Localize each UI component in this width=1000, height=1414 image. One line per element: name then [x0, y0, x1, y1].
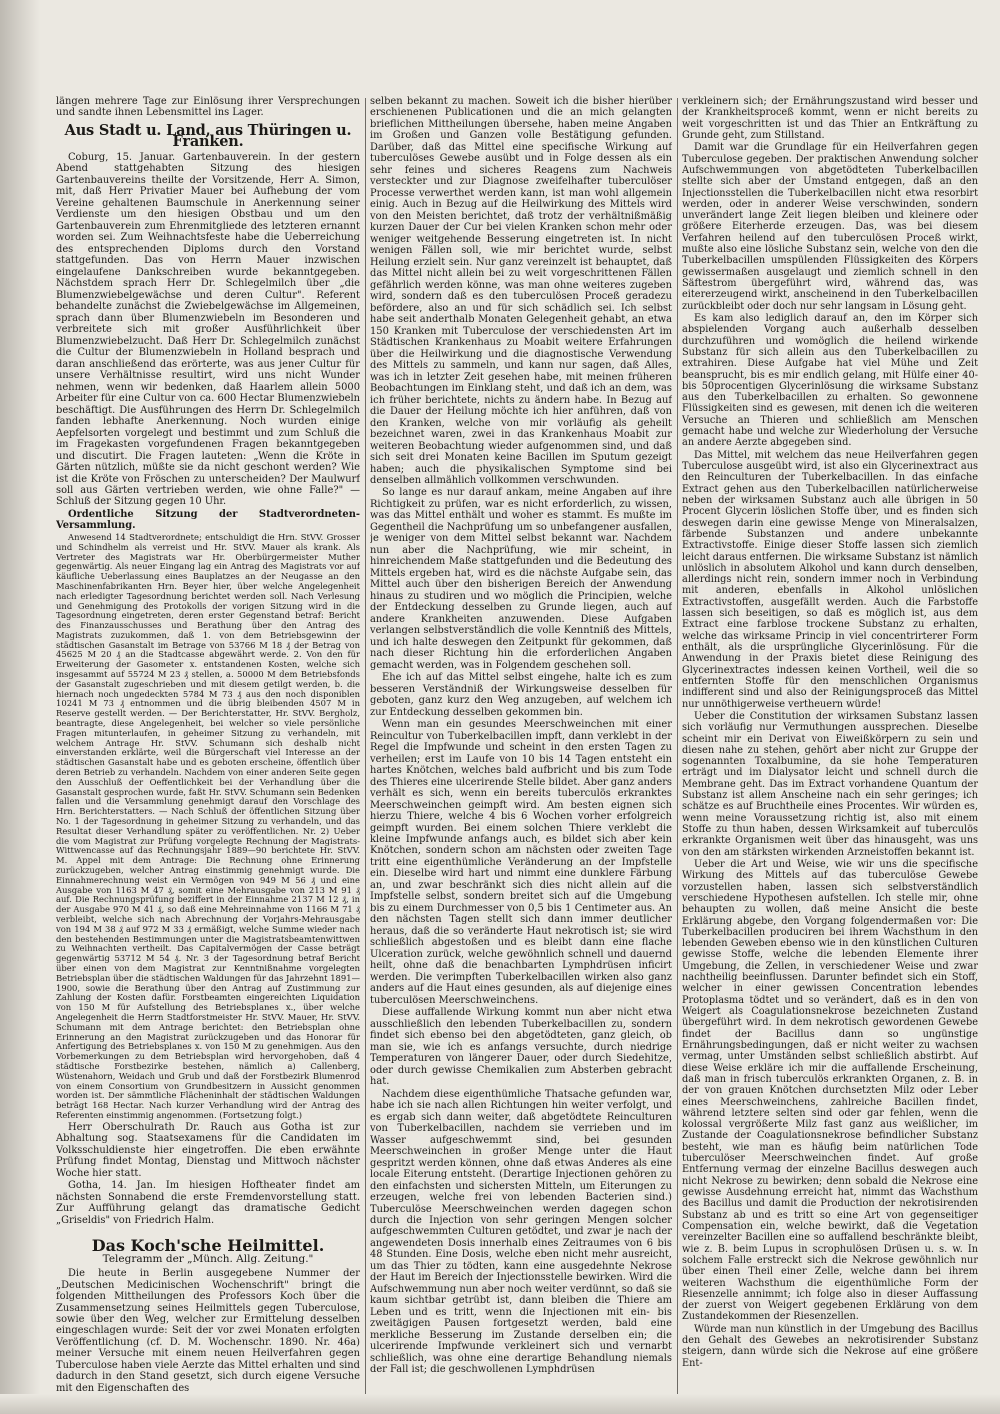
- koch-paragraph-1: selben bekannt zu machen. Soweit ich die bisher hierüber erschienenen Publicationen und die an mich gelangten brieflichen Mittheilungen übersehe, haben meine Angaben im Großen und Ganzen volle Bestätigung gefunden. Darüber, daß das Mittel eine specifische Wirkung auf tuberculöses Gewebe ausübt und in Folge dessen als ein sehr feines und sicheres Reagens zum Nachweis versteckter und zur Diagnose zweifelhafter tuberculöser Processe verwerthet werden kann, ist man wohl allgemein einig. Auch in Bezug auf die Heilwirkung des Mittels wird von den Meisten berichtet, daß trotz der verhältnißmäßig kurzen Dauer der Cur bei vielen Kranken schon mehr oder weniger weitgehende Besserung eingetreten ist. In nicht wenigen Fällen soll, wie mir berichtet wurde, selbst Heilung erzielt sein. Nur ganz vereinzelt ist behauptet, daß das Mittel nicht allein bei zu weit vorgeschrittenen Fällen gefährlich werden könne, was man ohne weiteres zugeben wird, sondern daß es den tuberculösen Proceß geradezu befördere, also an und für sich schädlich sei. Ich selbst habe seit anderthalb Monaten Gelegenheit gehabt, an etwa 150 Kranken mit Tuberculose der verschiedensten Art im Städtischen Krankenhaus zu Moabit weitere Erfahrungen über die Heilwirkung und die diagnostische Verwendung des Mittels zu sammeln, und kann nur sagen, daß Alles, was ich in letzter Zeit gesehen habe, mit meinen früheren Beobachtungen im Einklang steht, und daß ich an dem, was ich früher berichtete, nichts zu ändern habe. In Bezug auf die Dauer der Heilung möchte ich hier anführen, daß von den Kranken, welche von mir vorläufig als geheilt bezeichnet waren, zwei in das Krankenhaus Moabit zur weiteren Beobachtung wieder aufgenommen sind, und daß sich seit drei Monaten keine Bacillen im Sputum gezeigt haben; auch die physikalischen Symptome sind bei denselben allmählich vollkommen verschwunden.: [370, 96, 672, 486]
- koch-paragraph-4: Wenn man ein gesundes Meerschweinchen mit einer Reincultur von Tuberkelbacillen impft, dann verklebt in der Regel die Impfwunde und scheint in den ersten Tagen zu verheilen; erst im Laufe von 10 bis 14 Tagen entsteht ein hartes Knötchen, welches bald aufbricht und bis zum Tode des Thieres eine ulcerirende Stelle bildet. Aber ganz anders verhält es sich, wenn ein bereits tuberculös erkranktes Meerschweinchen geimpft wird. Am besten eignen sich hierzu Thiere, welche 4 bis 6 Wochen vorher erfolgreich geimpft wurden. Bei einem solchen Thiere verklebt die kleine Impfwunde anfangs auch, es bildet sich aber kein Knötchen, sondern schon am nächsten oder zweiten Tage tritt eine eigenthümliche Veränderung an der Impfstelle ein. Dieselbe wird hart und nimmt eine dunklere Färbung an, und zwar beschränkt sich dies nicht allein auf die Impfstelle selbst, sondern breitet sich auf die Umgebung bis zu einem Durchmesser von 0,5 bis 1 Centimeter aus. An den nächsten Tagen stellt sich dann immer deutlicher heraus, daß die so veränderte Haut nekrotisch ist; sie wird schließlich abgestoßen und es bleibt dann eine flache Ulceration zurück, welche gewöhnlich schnell und dauernd heilt, ohne daß die benachbarten Lymphdrüsen inficirt werden. Die verimpften Tuberkelbacillen wirken also ganz anders auf die Haut eines gesunden, als auf diejenige eines tuberculösen Meerschweinchens.: [370, 719, 672, 1006]
- column-2: [370, 96, 672, 1402]
- column-rule-2: [677, 98, 678, 1398]
- column-1: [56, 96, 360, 1402]
- column-rule-1: [365, 98, 366, 1398]
- intro-text: längen mehrere Tage zur Einlösung ihrer Versprechungen und sandte ihnen Lebensmittel ins Lager.: [56, 96, 360, 119]
- section-heading: Aus Stadt u. Land, aus Thüringen u. Franken.: [64, 121, 352, 151]
- article-subtitle: Telegramm der „Münch. Allg. Zeitung.": [102, 1252, 314, 1265]
- koch-paragraph-2: So lange es nur darauf ankam, meine Angaben auf ihre Richtigkeit zu prüfen, war es nicht erforderlich, zu wissen, was das Mittel enthält und woher es stammt. Es mußte im Gegentheil die Nachprüfung um so unbefangener ausfallen, je weniger von dem Mittel selbst bekannt war. Nachdem nun aber die Nachprüfung, wie mir scheint, in hinreichendem Maße stattgefunden und die Bedeutung des Mittels ergeben hat, wird es die nächste Aufgabe sein, das Mittel auch über den bisherigen Bereich der Anwendung hinaus zu studiren und wo möglich die Principien, welche der Entdeckung desselben zu Grunde liegen, auch auf andere Krankheiten anzuwenden. Diese Aufgaben verlangen selbstverständlich die volle Kenntniß des Mittels, und ich halte deswegen den Zeitpunkt für gekommen, daß nach dieser Richtung hin die erforderlichen Angaben gemacht werden, was in Folgendem geschehen soll.: [370, 487, 672, 671]
- stadtverordneten-heading: Ordentliche Sitzung der Stadtverordneten-Versammlung.: [56, 508, 360, 532]
- koch-paragraph-12: Ueber die Art und Weise, wie wir uns die specifische Wirkung des Mittels auf das tuberculöse Gewebe vorzustellen haben, lassen sich selbstverständlich verschiedene Hypothesen aufstellen. Ich stelle mir, ohne behaupten zu wollen, daß meine Ansicht die beste Erklärung abgebe, den Vorgang folgendermaßen vor: Die Tuberkelbacillen produciren bei ihrem Wachsthum in den lebenden Geweben ebenso wie in den künstlichen Culturen gewisse Stoffe, welche die lebenden Elemente ihrer Umgebung, die Zellen, in verschiedener Weise und zwar nachtheilig beeinflussen. Darunter befindet sich ein Stoff, welcher in einer gewissen Concentration lebendes Protoplasma tödtet und so verändert, daß es in den von Weigert als Coagulationsnekrose bezeichneten Zustand übergeführt wird. In dem nekrotisch gewordenen Gewebe findet der Bacillus dann so ungünstige Ernährungsbedingungen, daß er nicht weiter zu wachsen vermag, unter Umständen selbst schließlich abstirbt. Auf diese Weise erkläre ich mir die auffallende Erscheinung, daß man in frisch tuberculös erkrankten Organen, z. B. in der von grauen Knötchen durchsetzten Milz oder Leber eines Meerschweinchens, zahlreiche Bacillen findet, während letztere selten sind oder gar fehlen, wenn die kolossal vergrößerte Milz fast ganz aus weißlicher, im Zustande der Coagulationsnekrose befindlicher Substanz besteht, wie man es häufig beim natürlichen Tode tuberculöser Meerschweinchen findet. Auf große Entfernung vermag der einzelne Bacillus deswegen auch nicht Nekrose zu bewirken; denn sobald die Nekrose eine gewisse Ausdehnung erreicht hat, nimmt das Wachsthum des Bacillus und damit die Production der nekrotisirenden Substanz ab und es tritt so eine Art von gegenseitiger Compensation ein, welche bewirkt, daß die Vegetation vereinzelter Bacillen eine so auffallend beschränkte bleibt, wie z. B. beim Lupus in scrophulösen Drüsen u. s. w. In solchem Falle erstreckt sich die Nekrose gewöhnlich nur über einen Theil einer Zelle, welche dann bei ihrem weiteren Wachsthum die eigenthümliche Form der Riesenzelle annimmt; ich folge also in dieser Auffassung der zuerst von Weigert gegebenen Erklärung von dem Zustandekommen der Riesenzellen.: [682, 858, 978, 1323]
- koch-paragraph-5: Diese auffallende Wirkung kommt nun aber nicht etwa ausschließlich den lebenden Tuberkelbacillen zu, sondern findet sich ebenso bei den abgetödteten, ganz gleich, ob man sie, wie ich es anfangs versuchte, durch niedrige Temperaturen von längerer Dauer, oder durch Siedehitze, oder durch gewisse Chemikalien zum Absterben gebracht hat.: [370, 1007, 672, 1088]
- koch-paragraph-6: Nachdem diese eigenthümliche Thatsache gefunden war, habe ich sie nach allen Richtungen hin weiter verfolgt, und es ergab sich dann weiter, daß abgetödtete Reinculturen von Tuberkelbacillen, nachdem sie verrieben und im Wasser aufgeschwemmt sind, bei gesunden Meerschweinchen in großer Menge unter die Haut gespritzt werden können, ohne daß etwas Anderes als eine locale Eiterung entsteht. (Derartige Injectionen gehören zu den einfachsten und sichersten Mitteln, um Eiterungen zu erzeugen, welche frei von lebenden Bacterien sind.) Tuberculöse Meerschweinchen werden dagegen schon durch die Injection von sehr geringen Mengen solcher aufgeschwemmten Culturen getödtet, und zwar je nach der angewendeten Dosis innerhalb eines Zeitraumes von 6 bis 48 Stunden. Eine Dosis, welche eben nicht mehr ausreicht, um das Thier zu tödten, kann eine ausgedehnte Nekrose der Haut im Bereich der Injectionsstelle bewirken. Wird die Aufschwemmung nun aber noch weiter verdünnt, so daß sie kaum sichtbar getrübt ist, dann bleiben die Thiere am Leben und es tritt, wenn die Injectionen mit ein- bis zweitägigen Pausen fortgesetzt werden, bald eine merkliche Besserung im Zustande derselben ein; die ulcerirende Impfwunde verkleinert sich und vernarbt schließlich, was ohne eine derartige Behandlung niemals der Fall ist; die geschwollenen Lymphdrüsen: [370, 1088, 672, 1376]
- koch-paragraph-13: Würde man nun künstlich in der Umgebung des Bacillus den Gehalt des Gewebes an nekrotisirender Substanz steigern, dann würde sich die Nekrose auf eine größere Ent-: [682, 1323, 978, 1369]
- page-bottom-shade: [0, 1394, 1000, 1414]
- rauch-paragraph: Herr Oberschulrath Dr. Rauch aus Gotha ist zur Abhaltung sog. Staatsexamens für die Candidaten im Volksschuldienste hier eingetroffen. Die eben erwähnte Prüfung findet Montag, Dienstag und Mittwoch nächster Woche hier statt.: [56, 1121, 360, 1179]
- koch-paragraph-10: Das Mittel, mit welchem das neue Heilverfahren gegen Tuberculose ausgeübt wird, ist also ein Glycerinextract aus den Reinculturen der Tuberkelbacillen. In das einfache Extract gehen aus den Tuberkelbacillen natürlicherweise neben der wirksamen Substanz auch alle übrigen in 50 Procent Glycerin löslichen Stoffe über, und es finden sich deswegen darin eine gewisse Menge von Mineralsalzen, färbende Substanzen und andere unbekannte Extractivstoffe. Einige dieser Stoffe lassen sich ziemlich leicht daraus entfernen. Die wirksame Substanz ist nämlich unlöslich in absolutem Alkohol und kann durch denselben, allerdings nicht rein, sondern immer noch in Verbindung mit anderen, ebenfalls in Alkohol unlöslichen Extractivstoffen, ausgefällt werden. Auch die Farbstoffe lassen sich beseitigen, so daß es möglich ist, aus dem Extract eine farblose trockene Substanz zu erhalten, welche das wirksame Princip in viel concentrirterer Form enthält, als die ursprüngliche Glycerinlösung. Für die Anwendung in der Praxis bietet diese Reinigung des Glycerinextractes indessen keinen Vortheil, weil die so entfernten Stoffe für den menschlichen Organismus indifferent sind und also der Reinigungsproceß das Mittel nur unnöthigerweise vertheuern würde!: [682, 449, 978, 710]
- koch-paragraph-7: verkleinern sich; der Ernährungszustand wird besser und der Krankheitsproceß kommt, wenn er nicht bereits zu weit vorgeschritten ist und das Thier an Entkräftung zu Grunde geht, zum Stillstand.: [682, 96, 978, 141]
- coburg-gartenbau-paragraph: Coburg, 15. Januar. Gartenbauverein. In der gestern Abend stattgehabten Sitzung des hiesigen Gartenbauvereins theilte der Vorsitzende, Herr A. Simon, mit, daß Herr Privatier Mauer bei Aufhebung der vom Vereine gehaltenen Baumschule in Anerkennung seiner Verdienste um den hiesigen Obstbau und um den Gartenbauverein zum Ehrenmitgliede des letzteren ernannt worden sei. Zum Weihnachtsfeste habe die Ueberreichung des entsprechenden Diploms durch den Vorstand stattgefunden. Das von Herrn Mauer inzwischen eingelaufene Dankschreiben wurde bekanntgegeben. Nächstdem sprach Herr Dr. Schlegelmilch über „die Blumenzwiebelgewächse und deren Cultur". Referent behandelte zunächst die Zwiebelgewächse im Allgemeinen, sprach dann über Blumenzwiebeln im Besonderen und verbreitete sich mit großer Ausführlichkeit über Blumenzwiebelzucht. Daß Herr Dr. Schlegelmilch zunächst die Cultur der Blumenzwiebeln in Holland besprach und daran anschließend das erörterte, was aus jener Cultur für unsere Verhältnisse resultirt, wird uns nicht Wunder nehmen, wenn wir bedenken, daß Haarlem allein 5000 Arbeiter für eine Cultur von ca. 600 Hectar Blumenzwiebeln beschäftigt. Die Ausführungen des Herrn Dr. Schlegelmilch fanden lebhafte Anerkennung. Noch wurden einige Aepfelsorten vorgelegt und bestimmt und zum Schluß die im Fragekasten vorgefundenen Fragen bekanntgegeben und discutirt. Die Fragen lauteten: „Wenn die Kröte in Gärten nützlich, müßte sie da nicht geschont werden? Wie ist die Kröte von Fröschen zu unterscheiden? Der Maulwurf soll aus Gärten vertrieben werden, wie ohne Falle?" — Schluß der Sitzung gegen 10 Uhr.: [56, 151, 360, 508]
- gotha-paragraph: Gotha, 14. Jan. Im hiesigen Hoftheater findet am nächsten Sonnabend die erste Fremdenvorstellung statt. Zur Aufführung gelangt das dramatische Gedicht „Griseldis" von Friedrich Halm.: [56, 1180, 360, 1226]
- article-heading: Das Koch'sche Heilmittel.: [91, 1236, 325, 1256]
- koch-paragraph-3: Ehe ich auf das Mittel selbst eingehe, halte ich es zum besseren Verständniß der Wirkungsweise desselben für geboten, ganz kurz den Weg anzugeben, auf welchem ich zur Entdeckung desselben gekommen bin.: [370, 672, 672, 718]
- column-3: [682, 96, 978, 1402]
- page-edge-shadow: [0, 0, 40, 1414]
- koch-paragraph-8: Damit war die Grundlage für ein Heilverfahren gegen Tuberculose gegeben. Der praktischen Anwendung solcher Aufschwemmungen von abgetödteten Tuberkelbacillen stellte sich aber der Umstand entgegen, daß an den Injectionsstellen die Tuberkelbacillen nicht etwa resorbirt werden, oder in anderer Weise verschwinden, sondern unverändert lange Zeit liegen bleiben und kleinere oder größere Eiterherde erzeugen. Das, was bei diesem Verfahren heilend auf den tuberculösen Proceß wirkt, mußte also eine lösliche Substanz sein, welche von den die Tuberkelbacillen umspülenden Flüssigkeiten des Körpers gewissermaßen ausgelaugt und ziemlich schnell in den Säftestrom übergeführt wird, während das, was eitererzeugend wirkt, anscheinend in den Tuberkelbacillen zurückbleibt oder doch nur sehr langsam in Lösung geht.: [682, 142, 978, 312]
- stadtverordneten-paragraph: Anwesend 14 Stadtverordnete; entschuldigt die Hrn. StVV. Grosser und Schindhelm als verreist und Hr. StVV. Mauer als krank. Als Vertreter des Magistrats war Hr. Oberbürgermeister Muther gegenwärtig. Als neuer Eingang lag ein Antrag des Magistrats vor auf käufliche Ueberlassung eines Bauplatzes an der Neugasse an den Maschinenfabrikanten Hrn. Beyer hier, über welche Angelegenheit nach erledigter Tagesordnung berichtet werden soll. Nach Verlesung und Genehmigung des Protokolls der vorigen Sitzung wird in die Tagesordnung eingetreten, deren erster Gegenstand betraf: Bericht des Finanzausschusses und Berathung über den Antrag des Magistrats zuzukommen, daß 1. von dem Betriebsgewinn der städtischen Gasanstalt im Betrage von 53766 M 18 ₰ der Betrag von 45625 M 20 ₰ an die Stadtcasse abgewährt werde. 2. Von den für Erweiterung der Gasometer x. entstandenen Kosten, welche sich insgesammt auf 55724 M 23 ₰ stellen, a. 50000 M dem Betriebsfonds der Gasanstalt zugeschrieben und mit diesem getilgt werden, b. die hiernach noch ungedeckten 5784 M 73 ₰ aus den noch disponiblen 10241 M 73 ₰ entnommen und die übrig bleibenden 4507 M in Reserve gestellt werden. — Der Berichterstatter, Hr. StVV. Bergholz, beantragte, diese Angelegenheit, bei welcher so viele persönliche Fragen mitunterlaufen, in geheimer Sitzung zu verhandeln, mit welchem Antrage Hr. StVV. Schumann sich deshalb nicht einverstanden erklärte, weil die Bürgerschaft viel Interesse an der städtischen Gasanstalt habe und es geboten erscheine, öffentlich über deren Betrieb zu verhandeln. Nachdem von einer anderen Seite gegen den Ausschluß der Oeffentlichkeit bei der Verhandlung über die Gasanstalt gesprochen wurde, faßt Hr. StVV. Schumann sein Bedenken fallen und die Versammlung genehmigt darauf den Vorschlage des Hrn. Berichterstatters. — Nach Schluß der öffentlichen Sitzung über No. 1 der Tagesordnung in geheimer Sitzung zu verhandeln, und das Resultat dieser Verhandlung später zu veröffentlichen. Nr. 2) Ueber die vom Magistrat zur Prüfung vorgelegte Rechnung der Magistrats-Wittwencasse auf das Rechnungsjahr 1889—90 berichtete Hr. StVV. M. Appel mit dem Antrage: Die Rechnung ohne Erinnerung zurückzugeben, welcher Antrag einstimmig genehmigt wurde. Die Einnahmerechnung weist ein Vermögen von 949 M 56 ₰ und eine Ausgabe von 1163 M 47 ₰, somit eine Mehrausgabe von 213 M 91 ₰ auf. Die Rechnungsprüfung beziffert in der Einnahme 2137 M 12 ₰, in der Ausgabe 970 M 41 ₰, so daß eine Mehreinnahme von 1166 M 71 ₰ verbleibt, welche sich nach Abrechnung der Vorjahrs-Mehrausgabe von 194 M 38 ₰ auf 972 M 33 ₰ ermäßigt, welche Summe wieder nach den bestehenden Bestimmungen unter die Magistratsbeamtenwittwen zu Weihnachten vertheilt. Das Capitalvermögen der Casse beträgt gegenwärtig 53712 M 54 ₰. Nr. 3 der Tagesordnung betraf Bericht über einen von dem Magistrat zur Kenntnißnahme vorgelegten Betriebsplan über die städtischen Waldungen für das Jahrzehnt 1891—1900, sowie die Berathung über den Antrag auf Zustimmung zur Zahlung der Kosten dafür. Forstbeamten eingereichten Liquidation von 150 M für Aufstellung des Betriebsplanes x., über welche Angelegenheit die Herrn Stadtforstmeister Hr. StVV. Mauer, Hr. StVV. Schumann mit dem Antrage berichtet: den Betriebsplan ohne Erinnerung an den Magistrat zurückzugeben und das Honorar für Anfertigung des Betriebsplanes x. von 150 M zu genehmigen. Aus den Vorbemerkungen zu dem Betriebsplan wird hervorgehoben, daß 4 städtische Forstbezirke bestehen, nämlich a) Callenberg, Wüstenahorn, Weidach und Grub und daß der Forstbezirk Blumenrod von einem Consortium von Grundbesitzern in Aussicht genommen worden ist. Der sämmtliche Flächeninhalt der städtischen Waldungen beträgt 168 Hectar. Nach kurzer Verhandlung wird der Antrag des Referenten einstimmig angenommen. (Fortsetzung folgt.): [56, 531, 360, 1120]
- koch-paragraph-11: Ueber die Constitution der wirksamen Substanz lassen sich vorläufig nur Vermuthungen aussprechen. Dieselbe scheint mir ein Derivat von Eiweißkörpern zu sein und diesen nahe zu stehen, gehört aber nicht zur Gruppe der sogenannten Toxalbumine, da sie hohe Temperaturen erträgt und im Dialysator leicht und schnell durch die Membrane geht. Das im Extract vorhandene Quantum der Substanz ist allem Anscheine nach ein sehr geringes; ich schätze es auf Bruchtheile eines Procentes. Wir würden es, wenn meine Voraussetzung richtig ist, also mit einem Stoffe zu thun haben, dessen Wirksamkeit auf tuberculös erkrankte Organismen weit über das hinausgeht, was uns von den am stärksten wirkenden Arzneistoffen bekannt ist.: [682, 710, 978, 858]
- koch-paragraph-9: Es kam also lediglich darauf an, den im Körper sich abspielenden Vorgang auch außerhalb desselben durchzuführen und womöglich die heilend wirkende Substanz für sich allein aus den Tuberkelbacillen zu extrahiren. Diese Aufgabe hat viel Mühe und Zeit beansprucht, bis es mir endlich gelang, mit Hülfe einer 40- bis 50procentigen Glycerinlösung die wirksame Substanz aus den Tuberkelbacillen zu erhalten. So gewonnene Flüssigkeiten sind es gewesen, mit denen ich die weiteren Versuche an Thieren und schließlich am Menschen gemacht habe und welche zur Wiederholung der Versuche an andere Aerzte abgegeben sind.: [682, 312, 978, 449]
- koch-intro-paragraph: Die heute in Berlin ausgegebene Nummer der „Deutschen Medicinischen Wochenschrift" bringt die folgenden Mittheilungen des Professors Koch über die Zusammensetzung seines Heilmittels gegen Tuberculose, sowie über den Weg, welcher zur Ermittelung desselben eingeschlagen wurde: Seit der vor zwei Monaten erfolgten Veröffentlichung (cf. D. M. Wochenschr. 1890. Nr. 46a) meiner Versuche mit einem neuen Heilverfahren gegen Tuberculose haben viele Aerzte das Mittel erhalten und sind dadurch in den Stand gesetzt, sich durch eigene Versuche mit den Eigenschaften des: [56, 1268, 360, 1394]
